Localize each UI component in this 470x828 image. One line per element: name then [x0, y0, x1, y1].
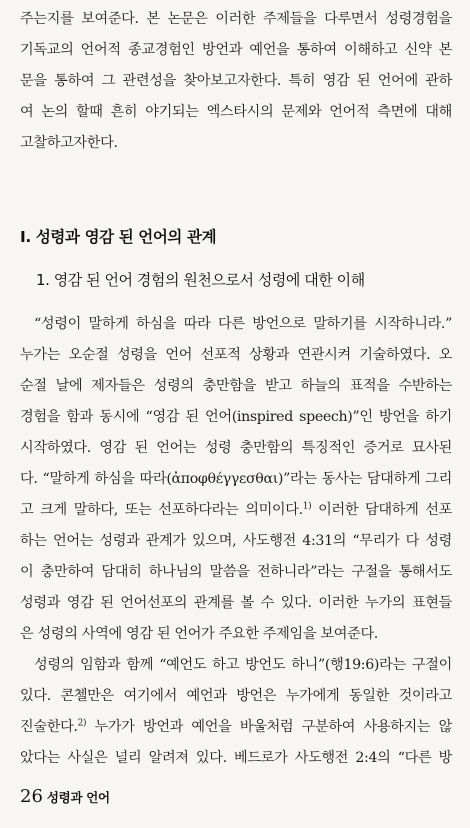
- text-line: “성령이 말하게 하심을 따라 다른 방언으로 말하기를 시작하니라.”: [34, 316, 452, 332]
- page-footer: [20, 786, 110, 807]
- text-run: 이러한 담대하게 선포: [311, 502, 452, 518]
- text-line: 은 성령의 사역에 영감 된 언어가 주요한 주제임을 보여준다.: [20, 626, 378, 642]
- section-heading: I. 성령과 영감 된 언어의 관계: [20, 228, 217, 246]
- text-line: 았다는 사실은 널리 알려져 있다. 베드로가 사도행전 2:4의 “다른 방: [20, 750, 452, 766]
- text-line: 다. “말하게 하심을 따라(ἀποφθέγγεσθαι)”라는 동사는 담대하게 그리: [20, 471, 452, 487]
- text-line: 이 충만하여 담대히 하나님의 말씀을 전하니라”라는 구절을 통해서도: [20, 564, 452, 580]
- text-line: 주는지를 보여준다. 본 논문은 이러한 주제들을 다루면서 성령경험을: [20, 11, 452, 27]
- running-title: 성령과 언어: [46, 790, 110, 805]
- text-line: 고찰하고자한다.: [20, 135, 118, 151]
- subsection-heading: 1. 영감 된 언어 경험의 원천으로서 성령에 대한 이해: [36, 271, 365, 289]
- text-line: 경험을 함과 동시에 “영감 된 언어(inspired speech)”인 방언을 하기: [20, 409, 452, 425]
- text-line: 성령의 임함과 함께 “예언도 하고 방언도 하니”(행19:6)라는 구절이: [34, 657, 452, 673]
- text-line: 기독교의 언어적 종교경험인 방언과 예언을 통하여 이해하고 신약 본: [20, 42, 452, 58]
- text-line: 순절 날에 제자들은 성령의 충만함을 받고 하늘의 표적을 수반하는: [20, 378, 452, 394]
- text-line: 문을 통하여 그 관련성을 찾아보고자한다. 특히 영감 된 언어에 관하: [20, 73, 452, 89]
- text-run: 누가가 방언과 예언을 바울처럼 구분하여 사용하지는 않: [86, 719, 452, 735]
- text-line: 성령과 영감 된 언어선포의 관계를 볼 수 있다. 이러한 누가의 표현들: [20, 595, 452, 611]
- footnote-ref[interactable]: 2): [77, 718, 87, 729]
- footnote-ref[interactable]: 1): [302, 501, 312, 512]
- text-line: 하는 언어는 성령과 관계가 있으며, 사도행전 4:31의 “무리가 다 성령: [20, 533, 452, 549]
- text-line: 여 논의 할때 흔히 야기되는 엑스타시의 문제와 언어적 측면에 대해: [20, 104, 452, 120]
- text-line: 누가는 오순절 성령을 언어 선포적 상황과 연관시켜 기술하였다. 오: [20, 347, 452, 363]
- text-line: [20, 717, 452, 737]
- text-run: 고 크게 말하다, 또는 선포하다라는 의미이다.: [20, 502, 303, 518]
- text-line: 있다. 콘첼만은 여기에서 예언과 방언은 누가에게 동일한 것이라고: [20, 688, 452, 704]
- text-line: 시작하였다. 영감 된 언어는 성령 충만함의 특징적인 증거로 묘사된: [20, 440, 452, 456]
- text-run: 진술한다.: [20, 719, 78, 735]
- page-number: 26: [20, 786, 43, 807]
- text-line: [20, 500, 452, 520]
